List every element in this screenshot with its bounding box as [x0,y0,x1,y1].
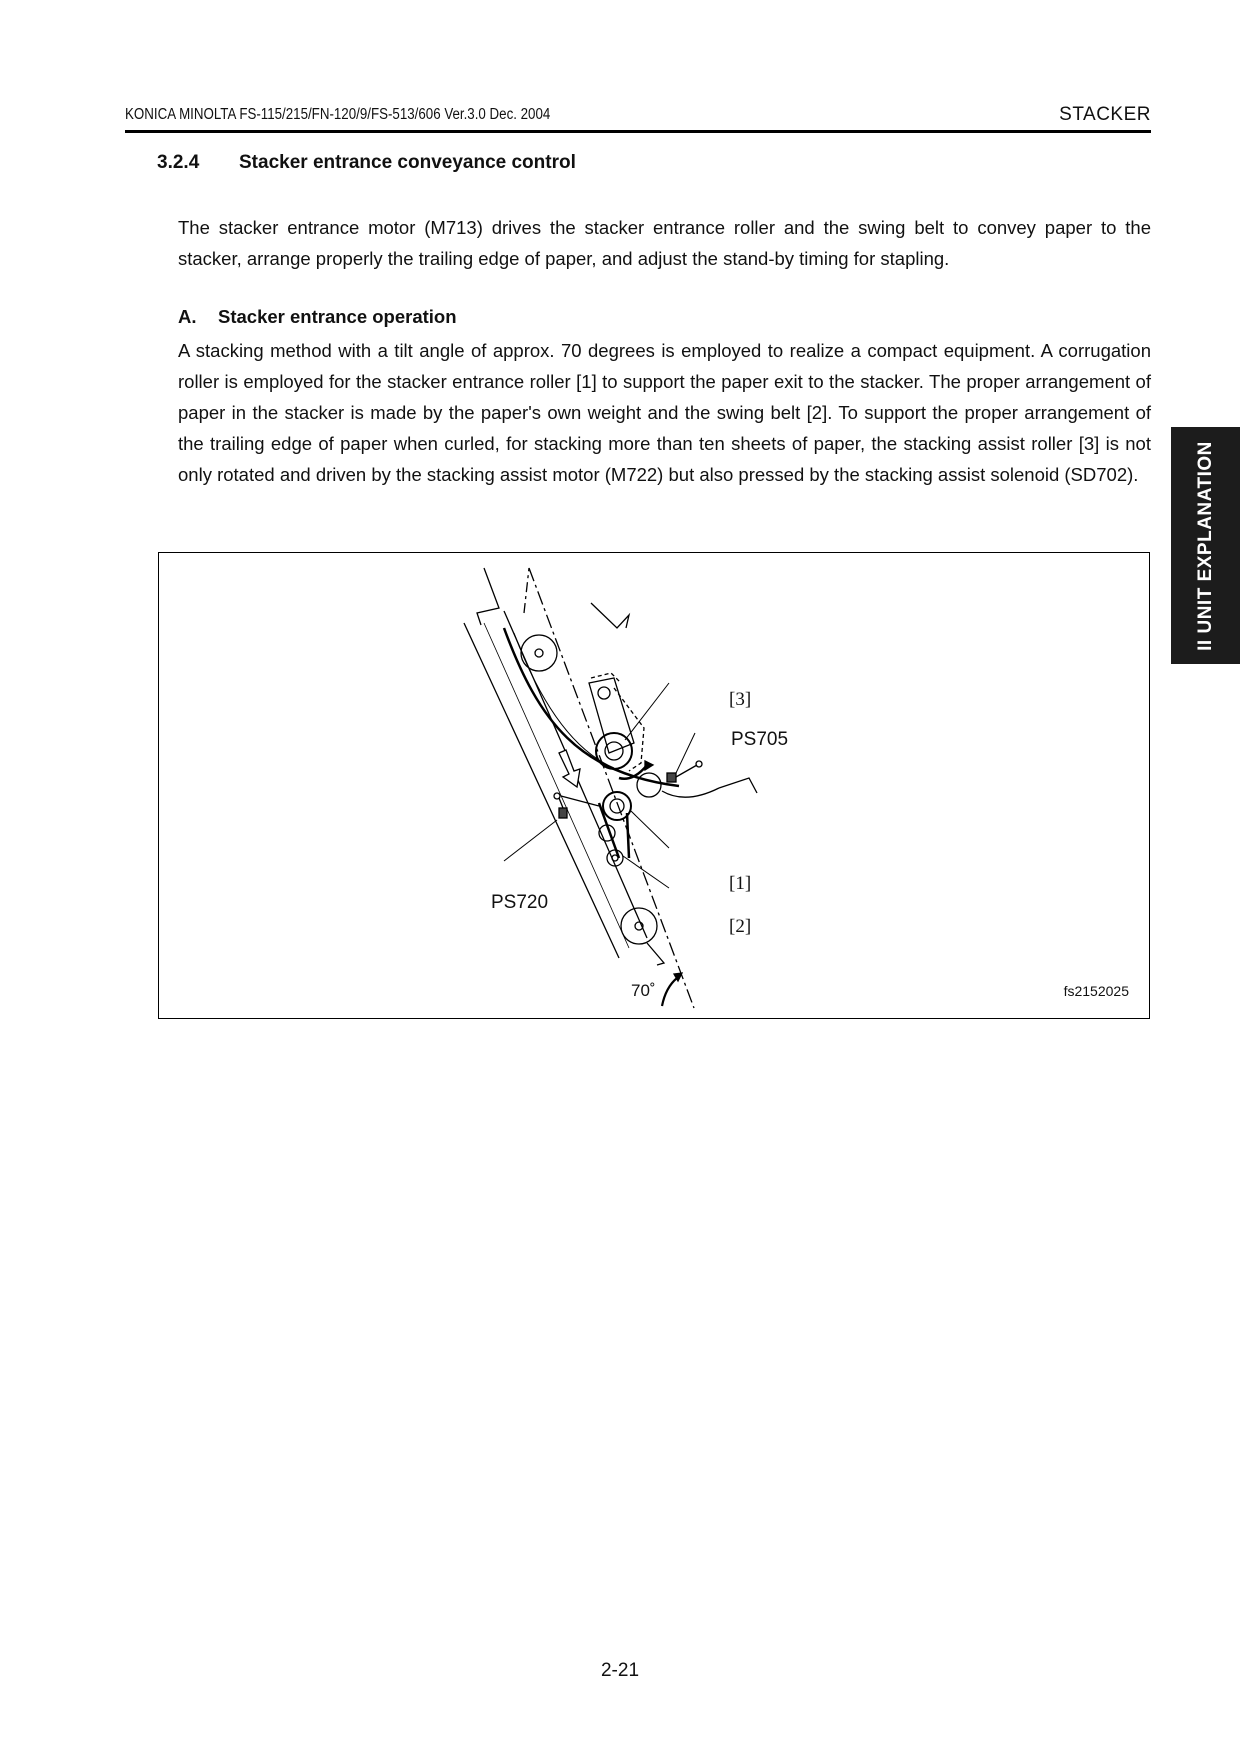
lower-guide-tip [647,943,664,965]
lower-belt-pulley [621,908,657,944]
page-header [125,100,1151,133]
page-number: 2-21 [600,1660,640,1681]
stacker-entrance-roller-hub [610,799,624,813]
label-item3: [3] [729,689,752,710]
subsection-heading [178,306,457,328]
paper-direction-arrow [559,750,580,787]
ps720-actuator [561,796,599,806]
exit-roller [637,773,661,797]
upper-belt-pulley [521,635,557,671]
subsection-letter: A. [178,306,197,327]
leader-item2 [623,856,669,888]
ps720-sensor-body [559,808,567,818]
exit-guide-curve [662,788,719,797]
swing-belt-lower-pulley-hub [612,855,618,861]
section-number: 3.2.4 [157,152,200,173]
label-ps720: PS720 [491,892,549,913]
label-ps705: PS705 [731,729,789,750]
paper-path [504,628,679,786]
ps705-sensor-body [667,773,676,782]
section-title: Stacker entrance conveyance control [239,152,576,173]
exit-guide-right [719,778,757,793]
angle-arc [662,978,677,1006]
rotation-arrow-head [645,761,653,770]
stacker-diagram [159,553,1151,1020]
ps720-actuator-tip [554,793,560,799]
ps705-actuator-tip [696,761,702,767]
upper-guide-plate [477,568,499,625]
upper-stopper [591,603,629,628]
subsection-title: Stacker entrance operation [218,306,457,327]
side-tab-label: II UNIT EXPLANATION [1194,440,1216,651]
leader-ps720 [504,820,557,861]
subsection-paragraph: A stacking method with a tilt angle of approx. 70 degrees is employed to realize a compact equipment. A corrugation roller is employed for the stacker entrance roller [1] to support the paper exit to the stacker. The proper arrangement of paper in the stacker is made by the paper's own weight and the swing belt [2]. To support the proper arrangement of the trailing edge of paper when curled, for stacking more than ten sheets of paper, the stacking assist roller [3] is not only rotated and driven by the stacking assist motor (M722) but also pressed by the stacking assist solenoid (SD702). [178,340,1151,485]
intro-paragraph: The stacker entrance motor (M713) drives the stacker entrance roller and the swing belt to convey paper to the stacker, arrange properly the trailing edge of paper, and adjust the stand-by timing for stapling. [178,217,1151,269]
guide-line-top [524,568,529,613]
label-item2: [2] [729,916,752,937]
label-tilt-angle: 70˚ [631,981,656,1000]
label-item1: [1] [729,873,752,894]
chapter-side-tab [1171,427,1240,664]
leader-item1 [631,811,669,848]
figure-id: fs2152025 [1063,983,1129,999]
header-document-title: KONICA MINOLTA FS-115/215/FN-120/9/FS-513/606 Ver.3.0 Dec. 2004 [125,106,551,123]
upper-belt-pulley-hub [535,649,543,657]
swing-belt-band-right [627,813,629,858]
leader-ps705 [676,733,695,773]
stacker-diagram-figure [158,552,1150,1019]
header-chapter-title: STACKER [1059,104,1151,125]
